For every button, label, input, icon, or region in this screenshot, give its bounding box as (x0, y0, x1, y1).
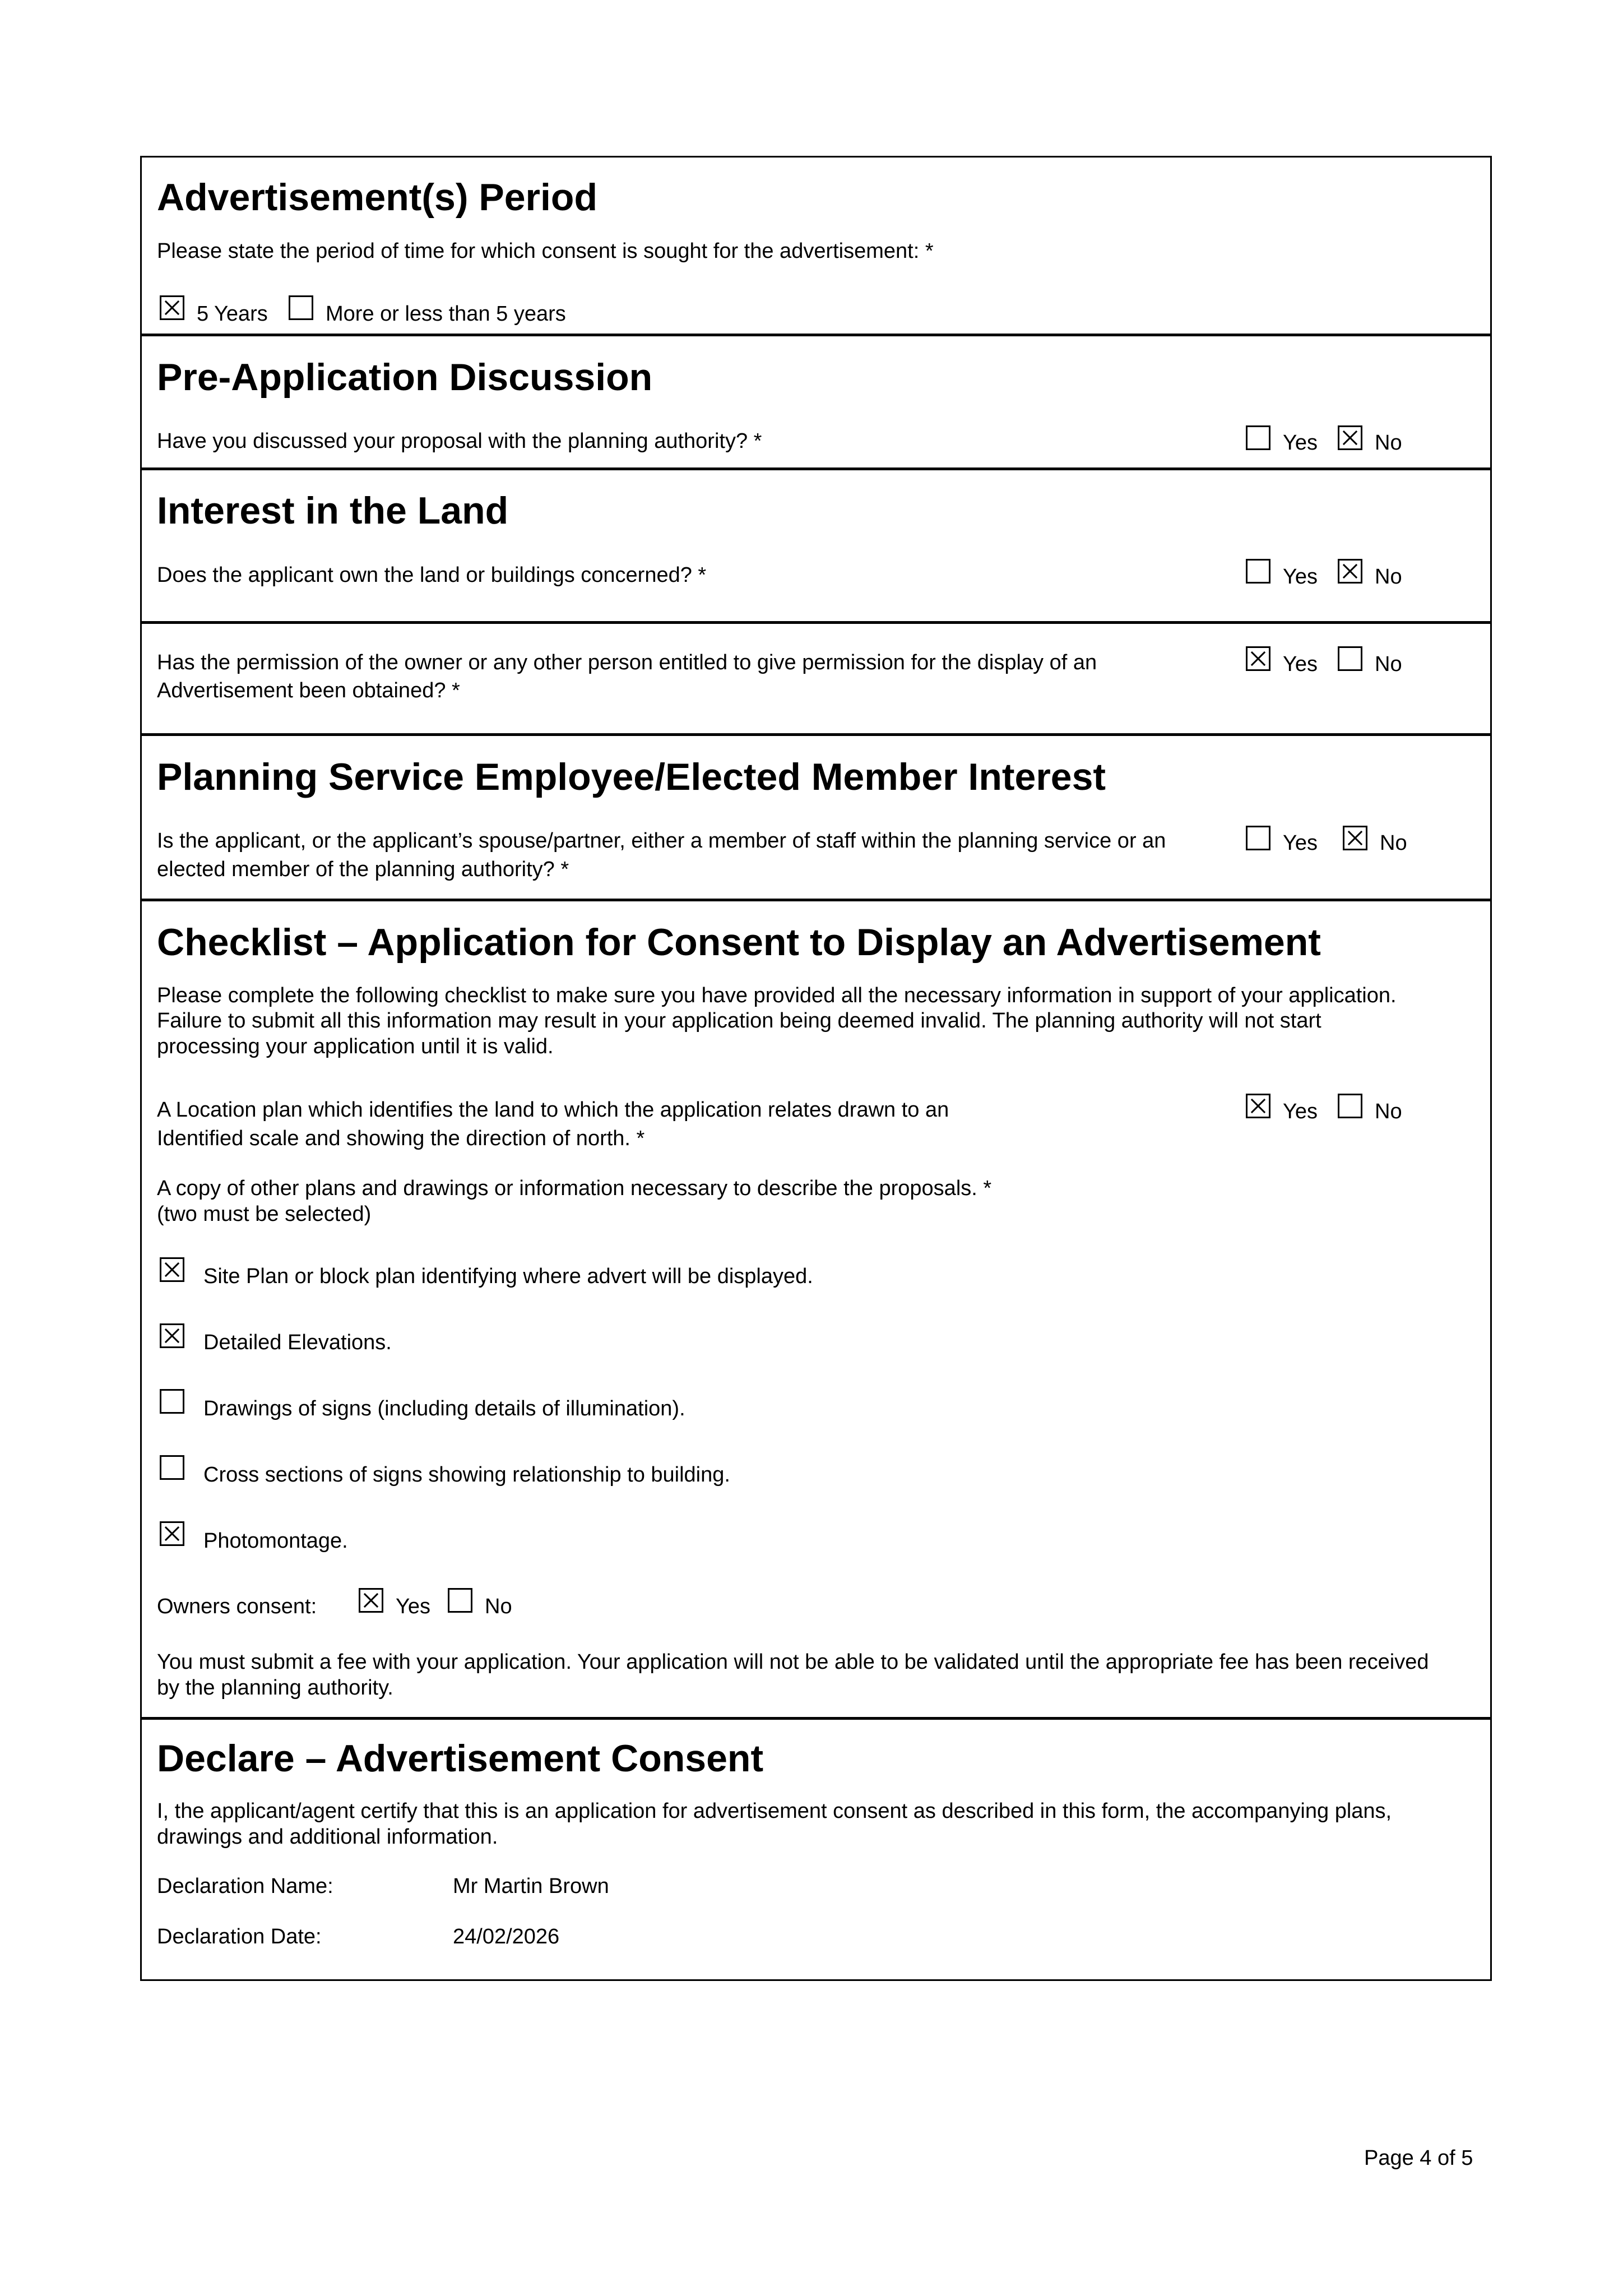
section-divider (142, 1717, 1490, 1720)
checklist-photomontage-label: Photomontage. (203, 1529, 348, 1553)
checkbox-cross-icon (161, 1325, 183, 1346)
section-divider (142, 899, 1490, 901)
checkbox-cross-icon (161, 297, 183, 318)
declaration-date-value: 24/02/2026 (453, 1925, 560, 1948)
checkbox-cross-icon (1248, 648, 1269, 669)
checklist-intro-line3: processing your application until it is valid. (157, 1035, 554, 1058)
interest-q2-line2: Advertisement been obtained? * (157, 679, 460, 702)
declaration-text-line1: I, the applicant/agent certify that this is an application for advertisement consent as described in this form, the accompanying plans, (157, 1799, 1392, 1823)
declaration-name-label: Declaration Name: (157, 1874, 333, 1898)
checklist-elevations-label: Detailed Elevations. (203, 1331, 392, 1354)
owners-consent-label: Owners consent: (157, 1595, 317, 1618)
interest-q2-no-label: No (1375, 652, 1402, 676)
pre-app-no-label: No (1375, 431, 1402, 455)
checklist-photomontage-checkbox[interactable] (160, 1521, 184, 1546)
employee-question-line2: elected member of the planning authority? * (157, 858, 569, 881)
interest-q2-yes-label: Yes (1283, 652, 1318, 676)
owners-consent-no-label: No (485, 1595, 512, 1618)
location-plan-yes-label: Yes (1283, 1100, 1318, 1123)
interest-q2-yes-checkbox[interactable] (1246, 646, 1270, 671)
owners-consent-yes-label: Yes (396, 1595, 430, 1618)
employee-yes-checkbox[interactable] (1246, 826, 1270, 850)
checkbox-cross-icon (161, 1259, 183, 1280)
fee-notice-line2: by the planning authority. (157, 1676, 393, 1700)
location-plan-line2: Identified scale and showing the direction of north. * (157, 1127, 645, 1150)
checkbox-cross-icon (161, 1523, 183, 1544)
checkbox-more-or-less-5-years[interactable] (289, 295, 313, 320)
checklist-cross-sections-label: Cross sections of signs showing relationship to building. (203, 1463, 730, 1487)
declaration-date-label: Declaration Date: (157, 1925, 322, 1948)
interest-q1-no-label: No (1375, 565, 1402, 589)
location-plan-yes-checkbox[interactable] (1246, 1094, 1270, 1118)
section-title-ad-period: Advertisement(s) Period (157, 176, 597, 219)
section-title-checklist: Checklist – Application for Consent to Display an Advertisement (157, 921, 1321, 964)
checklist-site-plan-label: Site Plan or block plan identifying where advert will be displayed. (203, 1265, 813, 1288)
interest-q1-yes-checkbox[interactable] (1246, 559, 1270, 584)
plans-line2: (two must be selected) (157, 1202, 372, 1226)
employee-no-label: No (1380, 831, 1407, 855)
checkbox-cross-icon (1339, 561, 1361, 582)
section-title-interest-land: Interest in the Land (157, 489, 509, 532)
checkbox-5-years-label: 5 Years (197, 302, 268, 326)
checkbox-more-or-less-label: More or less than 5 years (326, 302, 566, 326)
pre-app-question: Have you discussed your proposal with the planning authority? * (157, 429, 762, 453)
checkbox-cross-icon (360, 1590, 382, 1611)
section-divider (142, 467, 1490, 470)
employee-question-line1: Is the applicant, or the applicant’s spouse/partner, either a member of staff within the planning service or an (157, 829, 1166, 853)
pre-app-yes-checkbox[interactable] (1246, 425, 1270, 450)
section-title-pre-application: Pre-Application Discussion (157, 356, 653, 399)
location-plan-no-label: No (1375, 1100, 1402, 1123)
interest-q2-no-checkbox[interactable] (1338, 646, 1362, 671)
checklist-drawings-checkbox[interactable] (160, 1389, 184, 1414)
interest-q1-yes-label: Yes (1283, 565, 1318, 589)
declaration-name-value: Mr Martin Brown (453, 1874, 609, 1898)
application-form (140, 156, 1492, 1981)
checklist-intro-line2: Failure to submit all this information may result in your application being deemed invalid. The planning authority will not start (157, 1009, 1321, 1033)
section-divider (142, 621, 1490, 624)
checklist-site-plan-checkbox[interactable] (160, 1257, 184, 1282)
interest-q1-no-checkbox[interactable] (1338, 559, 1362, 584)
interest-q2-line1: Has the permission of the owner or any other person entitled to give permission for the display of an (157, 651, 1097, 674)
location-plan-line1: A Location plan which identifies the land to which the application relates drawn to an (157, 1098, 949, 1122)
declaration-text-line2: drawings and additional information. (157, 1825, 498, 1849)
employee-no-checkbox[interactable] (1343, 826, 1367, 850)
fee-notice-line1: You must submit a fee with your application. Your application will not be able to be validated until the appropriate fee has been received (157, 1650, 1429, 1674)
interest-q1: Does the applicant own the land or buildings concerned? * (157, 563, 707, 587)
pre-app-no-checkbox[interactable] (1338, 425, 1362, 450)
section-title-declare: Declare – Advertisement Consent (157, 1737, 764, 1780)
checklist-drawings-label: Drawings of signs (including details of illumination). (203, 1397, 685, 1420)
pre-app-yes-label: Yes (1283, 431, 1318, 455)
section-title-employee-interest: Planning Service Employee/Elected Member Interest (157, 756, 1106, 798)
section-divider (142, 733, 1490, 736)
checkbox-cross-icon (1339, 427, 1361, 448)
checklist-elevations-checkbox[interactable] (160, 1323, 184, 1348)
ad-period-question: Please state the period of time for which consent is sought for the advertisement: * (157, 239, 934, 263)
owners-consent-yes-checkbox[interactable] (359, 1588, 383, 1613)
employee-yes-label: Yes (1283, 831, 1318, 855)
checkbox-cross-icon (1344, 827, 1366, 849)
owners-consent-no-checkbox[interactable] (448, 1588, 472, 1613)
plans-line1: A copy of other plans and drawings or information necessary to describe the proposals. * (157, 1177, 992, 1200)
checkbox-5-years[interactable] (160, 295, 184, 320)
page-number: Page 4 of 5 (1364, 2146, 1473, 2170)
checkbox-cross-icon (1248, 1095, 1269, 1117)
checklist-cross-sections-checkbox[interactable] (160, 1455, 184, 1480)
location-plan-no-checkbox[interactable] (1338, 1094, 1362, 1118)
section-divider (142, 334, 1490, 336)
checklist-intro-line1: Please complete the following checklist to make sure you have provided all the necessary information in support of your application. (157, 984, 1397, 1007)
